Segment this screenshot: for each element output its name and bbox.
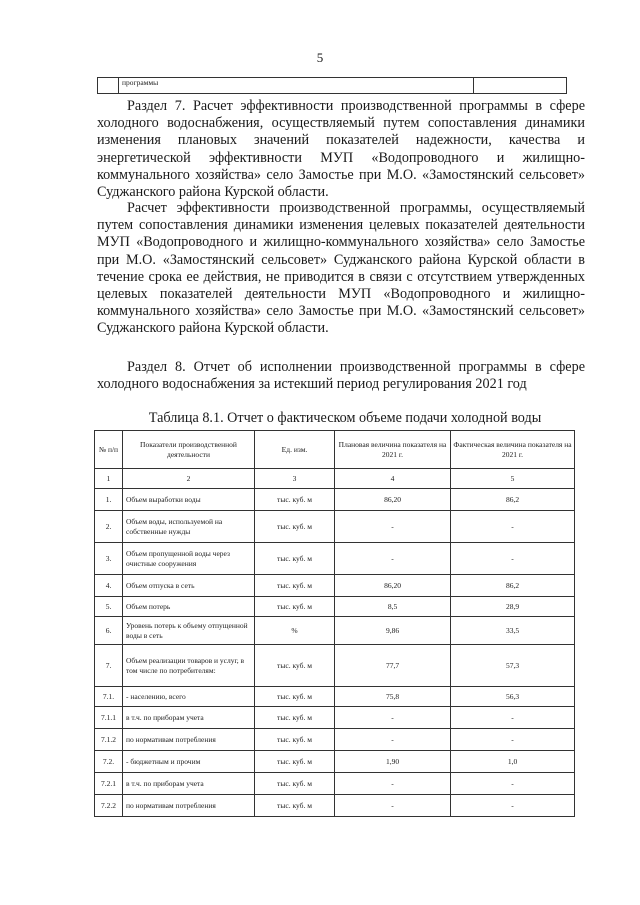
section-8-paragraph: Раздел 8. Отчет об исполнении производственной программы в сфере холодного водоснабжения за истекший период регулирования 2021 год <box>97 359 585 393</box>
unit-cell: тыс. куб. м <box>255 543 335 575</box>
plan-value-cell: - <box>335 707 451 729</box>
plan-value-cell: - <box>335 543 451 575</box>
top-table-fragment <box>97 77 567 94</box>
calculation-block <box>97 200 585 338</box>
row-number-cell: 5. <box>95 597 123 617</box>
plan-value-cell: 77,7 <box>335 645 451 687</box>
fact-value-cell: - <box>451 511 575 543</box>
unit-cell: тыс. куб. м <box>255 489 335 511</box>
plan-value-cell: - <box>335 773 451 795</box>
unit-cell: тыс. куб. м <box>255 687 335 707</box>
unit-cell: тыс. куб. м <box>255 645 335 687</box>
table-header-row <box>95 431 575 469</box>
table-row <box>95 597 575 617</box>
unit-cell: тыс. куб. м <box>255 597 335 617</box>
section-7-paragraph: Раздел 7. Расчет эффективности производственной программы в сфере холодного водоснабжения, осуществляемый путем сопоставления динамики изменения плановых значений показателей надежности, качества и энергетической эффективности МУП «Водопроводного и жилищно-коммунального хозяйства» село Замостье при М.О. «Замостянский сельсовет» Суджанского района Курской области. <box>97 98 585 201</box>
row-number-cell: 2. <box>95 511 123 543</box>
table-row <box>95 773 575 795</box>
table-row <box>95 729 575 751</box>
header-cell: № п/п <box>95 431 123 469</box>
header-cell: Показатели производственной деятельности <box>123 431 255 469</box>
row-number-cell: 1. <box>95 489 123 511</box>
table-row <box>95 511 575 543</box>
column-number-row <box>95 469 575 489</box>
indicator-cell: - бюджетным и прочим <box>123 751 255 773</box>
column-number-cell: 3 <box>255 469 335 489</box>
indicator-cell: по нормативам потребления <box>123 795 255 817</box>
report-table <box>94 430 575 817</box>
header-cell: Плановая величина показателя на 2021 г. <box>335 431 451 469</box>
fact-value-cell: 28,9 <box>451 597 575 617</box>
indicator-cell: Объем пропущенной воды через очистные сооружения <box>123 543 255 575</box>
fact-value-cell: 1,0 <box>451 751 575 773</box>
table-row <box>95 489 575 511</box>
indicator-cell: Объем выработки воды <box>123 489 255 511</box>
fact-value-cell: 86,2 <box>451 575 575 597</box>
indicator-cell: в т.ч. по приборам учета <box>123 773 255 795</box>
section-7-block <box>97 98 585 201</box>
unit-cell: тыс. куб. м <box>255 575 335 597</box>
plan-value-cell: - <box>335 795 451 817</box>
plan-value-cell: 8,5 <box>335 597 451 617</box>
table-caption: Таблица 8.1. Отчет о фактическом объеме подачи холодной воды <box>148 410 542 426</box>
row-number-cell: 7.2. <box>95 751 123 773</box>
plan-value-cell: 1,90 <box>335 751 451 773</box>
row-number-cell: 7.1.1 <box>95 707 123 729</box>
fact-value-cell: 57,3 <box>451 645 575 687</box>
header-cell: Фактическая величина показателя на 2021 г. <box>451 431 575 469</box>
unit-cell: тыс. куб. м <box>255 795 335 817</box>
plan-value-cell: - <box>335 729 451 751</box>
plan-value-cell: - <box>335 511 451 543</box>
column-number-cell: 4 <box>335 469 451 489</box>
table-row <box>95 707 575 729</box>
column-number-cell: 5 <box>451 469 575 489</box>
indicator-cell: - населению, всего <box>123 687 255 707</box>
unit-cell: тыс. куб. м <box>255 751 335 773</box>
fact-value-cell: 56,3 <box>451 687 575 707</box>
unit-cell: тыс. куб. м <box>255 511 335 543</box>
row-number-cell: 4. <box>95 575 123 597</box>
indicator-cell: в т.ч. по приборам учета <box>123 707 255 729</box>
fact-value-cell: - <box>451 795 575 817</box>
column-number-cell: 2 <box>123 469 255 489</box>
header-cell: Ед. изм. <box>255 431 335 469</box>
table-row <box>95 645 575 687</box>
fact-value-cell: - <box>451 707 575 729</box>
table-row <box>95 575 575 597</box>
page-number: 5 <box>316 50 324 65</box>
plan-value-cell: 86,20 <box>335 489 451 511</box>
top-table-cell-empty <box>474 78 567 94</box>
top-table-cell-text: программы <box>119 78 474 94</box>
row-number-cell: 6. <box>95 617 123 645</box>
unit-cell: тыс. куб. м <box>255 707 335 729</box>
indicator-cell: Объем воды, используемой на собственные нужды <box>123 511 255 543</box>
indicator-cell: Объем потерь <box>123 597 255 617</box>
unit-cell: тыс. куб. м <box>255 729 335 751</box>
unit-cell: % <box>255 617 335 645</box>
row-number-cell: 7.1.2 <box>95 729 123 751</box>
indicator-cell: Объем отпуска в сеть <box>123 575 255 597</box>
row-number-cell: 7. <box>95 645 123 687</box>
fact-value-cell: - <box>451 773 575 795</box>
fact-value-cell: 86,2 <box>451 489 575 511</box>
table-row <box>95 617 575 645</box>
unit-cell: тыс. куб. м <box>255 773 335 795</box>
fact-value-cell: - <box>451 729 575 751</box>
fact-value-cell: - <box>451 543 575 575</box>
column-number-cell: 1 <box>95 469 123 489</box>
table-row <box>95 687 575 707</box>
plan-value-cell: 86,20 <box>335 575 451 597</box>
row-number-cell: 7.2.1 <box>95 773 123 795</box>
row-number-cell: 7.2.2 <box>95 795 123 817</box>
fact-value-cell: 33,5 <box>451 617 575 645</box>
row-number-cell: 7.1. <box>95 687 123 707</box>
table-row <box>95 795 575 817</box>
row-number-cell: 3. <box>95 543 123 575</box>
indicator-cell: Уровень потерь к объему отпущенной воды в сеть <box>123 617 255 645</box>
top-table-cell-empty <box>98 78 119 94</box>
table-row <box>95 751 575 773</box>
plan-value-cell: 75,8 <box>335 687 451 707</box>
plan-value-cell: 9,86 <box>335 617 451 645</box>
section-8-block <box>97 359 585 393</box>
indicator-cell: Объем реализации товаров и услуг, в том числе по потребителям: <box>123 645 255 687</box>
indicator-cell: по нормативам потребления <box>123 729 255 751</box>
report-table-body <box>95 431 575 817</box>
calculation-paragraph: Расчет эффективности производственной программы, осуществляемый путем сопоставления динамики изменения целевых показателей деятельности МУП «Водопроводного и жилищно-коммунального хозяйства» село Замостье при М.О. «Замостянский сельсовет» Суджанского района Курской области в течение срока ее действия, не приводится в связи с отсутствием утвержденных целевых показателей деятельности МУП «Водопроводного и жилищно-коммунального хозяйства» село Замостье при М.О. «Замостянский сельсовет» Суджанского района Курской области. <box>97 200 585 337</box>
table-row <box>95 543 575 575</box>
